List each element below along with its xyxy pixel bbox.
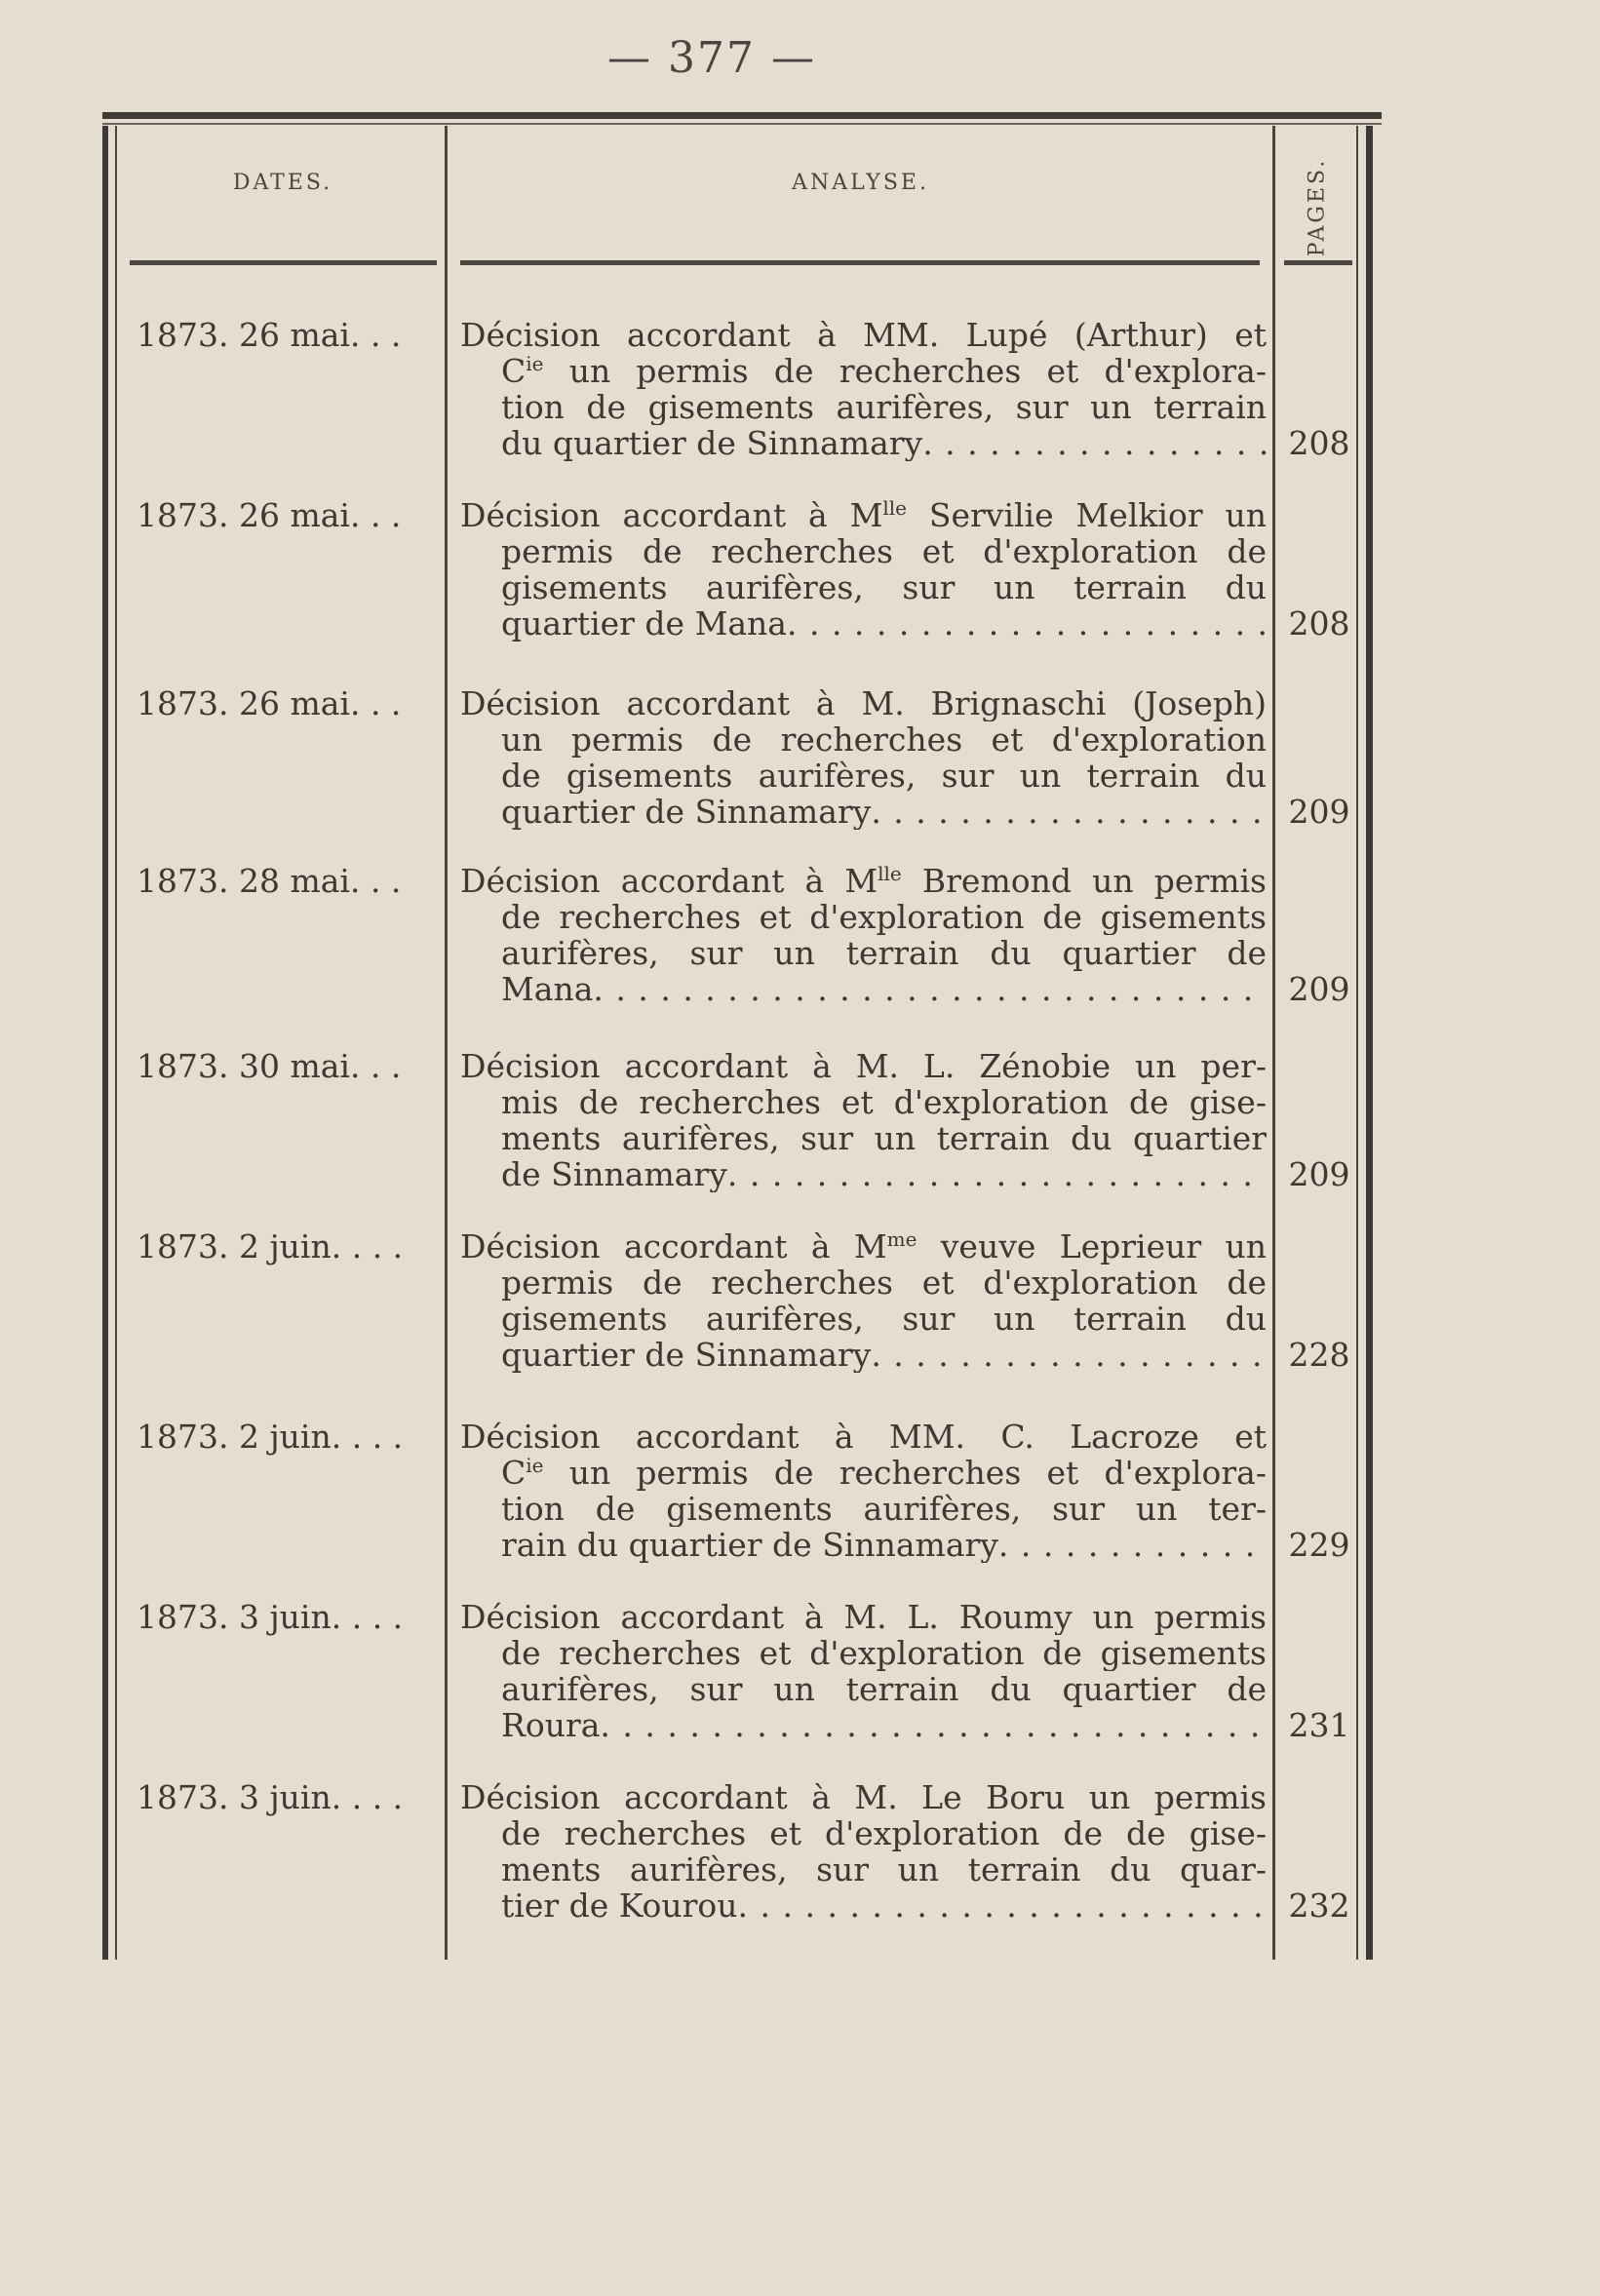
entry-text-line: tion de gisements aurifères, sur un terrain bbox=[501, 389, 1267, 425]
table-row bbox=[102, 1048, 1370, 1192]
superscript: lle bbox=[878, 863, 902, 885]
leader-dots bbox=[738, 1887, 1267, 1924]
entry-text-line: un permis de recherches et d'exploration bbox=[501, 721, 1267, 758]
entry-page: 228 bbox=[1288, 1336, 1350, 1374]
entry-text-line: du quartier de Sinnamary . . . bbox=[460, 425, 1267, 461]
entry-page: 209 bbox=[1288, 793, 1350, 831]
table-row bbox=[102, 685, 1370, 830]
entry-text-line: Décision accordant à M. L. Zénobie un per- bbox=[460, 1048, 1267, 1084]
table-row bbox=[102, 863, 1370, 1007]
entry-date: 1873. 30 mai. . . bbox=[137, 1047, 402, 1085]
entry-text-line: Décision accordant à M. Brignaschi (Joseph) bbox=[460, 685, 1267, 721]
superscript: ie bbox=[526, 353, 544, 375]
entry-text-line: $C^{ie}$ un permis de recherches et d'explora- bbox=[501, 1455, 1267, 1491]
entry-text-line: Décision accordant à M. L. Roumy un permis bbox=[460, 1599, 1267, 1635]
entry-text-line: de recherches et d'exploration de de gise- bbox=[501, 1815, 1267, 1851]
leader-dots bbox=[871, 794, 1267, 830]
entry-page: 209 bbox=[1288, 1155, 1350, 1193]
entry-text-line: Décision accordant à $M^{me}$ veuve Leprieur un bbox=[460, 1228, 1267, 1265]
entry-date: 1873. 26 mai. . . bbox=[137, 316, 402, 354]
entry-text-line: ments aurifères, sur un terrain du quar- bbox=[501, 1851, 1267, 1887]
entry-text-line: mis de recherches et d'exploration de gise- bbox=[501, 1084, 1267, 1120]
entry-text-line: de gisements aurifères, sur un terrain du bbox=[501, 758, 1267, 794]
table bbox=[102, 112, 1382, 1960]
entry-text-line: de recherches et d'exploration de gisements bbox=[501, 899, 1267, 935]
entry-text-line: quartier de Mana . . . bbox=[460, 605, 1267, 642]
entry-text-line: Roura . . . bbox=[460, 1707, 1267, 1743]
entry-analyse bbox=[460, 1419, 1267, 1563]
entry-analyse bbox=[460, 863, 1267, 1007]
entry-text-line: aurifères, sur un terrain du quartier de bbox=[501, 935, 1267, 971]
entry-date: 1873. 2 juin. . . . bbox=[137, 1418, 404, 1456]
entry-analyse bbox=[460, 685, 1267, 830]
table-row bbox=[102, 1228, 1370, 1373]
header-separator-analyse bbox=[460, 260, 1260, 265]
leader-dots bbox=[593, 971, 1267, 1007]
entry-date: 1873. 2 juin. . . . bbox=[137, 1227, 404, 1265]
entry-date: 1873. 3 juin. . . . bbox=[137, 1598, 404, 1636]
entry-text-line: gisements aurifères, sur un terrain du bbox=[501, 1301, 1267, 1337]
leader-dots bbox=[787, 605, 1267, 642]
entry-date: 1873. 26 mai. . . bbox=[137, 496, 402, 534]
superscript: lle bbox=[882, 497, 907, 520]
table-row bbox=[102, 1419, 1370, 1563]
superscript: ie bbox=[526, 1455, 544, 1477]
superscript: me bbox=[886, 1228, 917, 1251]
entry-text-line: permis de recherches et d'exploration de bbox=[501, 533, 1267, 569]
leader-dots bbox=[922, 425, 1267, 461]
entry-page: 229 bbox=[1288, 1526, 1350, 1564]
entry-analyse bbox=[460, 1779, 1267, 1924]
entry-analyse bbox=[460, 1599, 1267, 1743]
entry-text-line: Décision accordant à $M^{lle}$ Bremond un permis bbox=[460, 863, 1267, 899]
entry-text-line: $C^{ie}$ un permis de recherches et d'explora- bbox=[501, 353, 1267, 389]
entry-text-line: quartier de Sinnamary . . . bbox=[460, 1337, 1267, 1373]
entry-page: 208 bbox=[1288, 424, 1350, 462]
entry-text-line: quartier de Sinnamary . . . bbox=[460, 794, 1267, 830]
entry-analyse bbox=[460, 1048, 1267, 1192]
entry-text-line: Décision accordant à $M^{lle}$ Servilie Melkior un bbox=[460, 497, 1267, 533]
entry-text-line: Décision accordant à M. Le Boru un permis bbox=[460, 1779, 1267, 1815]
entry-page: 231 bbox=[1288, 1706, 1350, 1744]
leader-dots bbox=[727, 1156, 1267, 1192]
table-row bbox=[102, 317, 1370, 461]
entry-text-line: ments aurifères, sur un terrain du quartier bbox=[501, 1120, 1267, 1156]
entry-page: 209 bbox=[1288, 970, 1350, 1008]
header-dates: DATES. bbox=[232, 171, 333, 195]
entry-text-line: permis de recherches et d'exploration de bbox=[501, 1265, 1267, 1301]
entry-text-line: Décision accordant à MM. C. Lacroze et bbox=[460, 1419, 1267, 1455]
table-row bbox=[102, 497, 1370, 642]
header-separator-dates bbox=[130, 260, 437, 265]
entry-text-line: de recherches et d'exploration de gisements bbox=[501, 1635, 1267, 1671]
entry-page: 208 bbox=[1288, 604, 1350, 642]
page-number: — 377 — bbox=[607, 33, 816, 83]
table-top-rule bbox=[102, 112, 1382, 119]
entry-text-line: tier de Kourou . . . bbox=[460, 1887, 1267, 1924]
leader-dots bbox=[600, 1707, 1267, 1743]
entry-page: 232 bbox=[1288, 1887, 1350, 1925]
entry-text-line: Décision accordant à MM. Lupé (Arthur) et bbox=[460, 317, 1267, 353]
entry-text-line: gisements aurifères, sur un terrain du bbox=[501, 569, 1267, 605]
table-row bbox=[102, 1599, 1370, 1743]
entry-date: 1873. 28 mai. . . bbox=[137, 862, 402, 900]
entry-text-line: rain du quartier de Sinnamary . . . bbox=[460, 1527, 1267, 1563]
table-top-rule-thin bbox=[102, 123, 1382, 125]
entry-analyse bbox=[460, 317, 1267, 461]
entry-date: 1873. 26 mai. . . bbox=[137, 684, 402, 722]
entry-date: 1873. 3 juin. . . . bbox=[137, 1778, 404, 1816]
entry-analyse bbox=[460, 497, 1267, 642]
entry-text-line: de Sinnamary . . . bbox=[460, 1156, 1267, 1192]
header-pages bbox=[1280, 134, 1354, 280]
leader-dots bbox=[871, 1337, 1267, 1373]
entry-text-line: tion de gisements aurifères, sur un ter- bbox=[501, 1491, 1267, 1527]
table-row bbox=[102, 1779, 1370, 1924]
entry-text-line: aurifères, sur un terrain du quartier de bbox=[501, 1671, 1267, 1707]
entry-analyse bbox=[460, 1228, 1267, 1373]
header-separator-pages bbox=[1284, 260, 1352, 265]
leader-dots bbox=[998, 1527, 1267, 1563]
header-pages-label: PAGES. bbox=[1305, 157, 1330, 256]
header-analyse: ANALYSE. bbox=[792, 171, 929, 195]
entry-text-line: Mana . . . bbox=[460, 971, 1267, 1007]
